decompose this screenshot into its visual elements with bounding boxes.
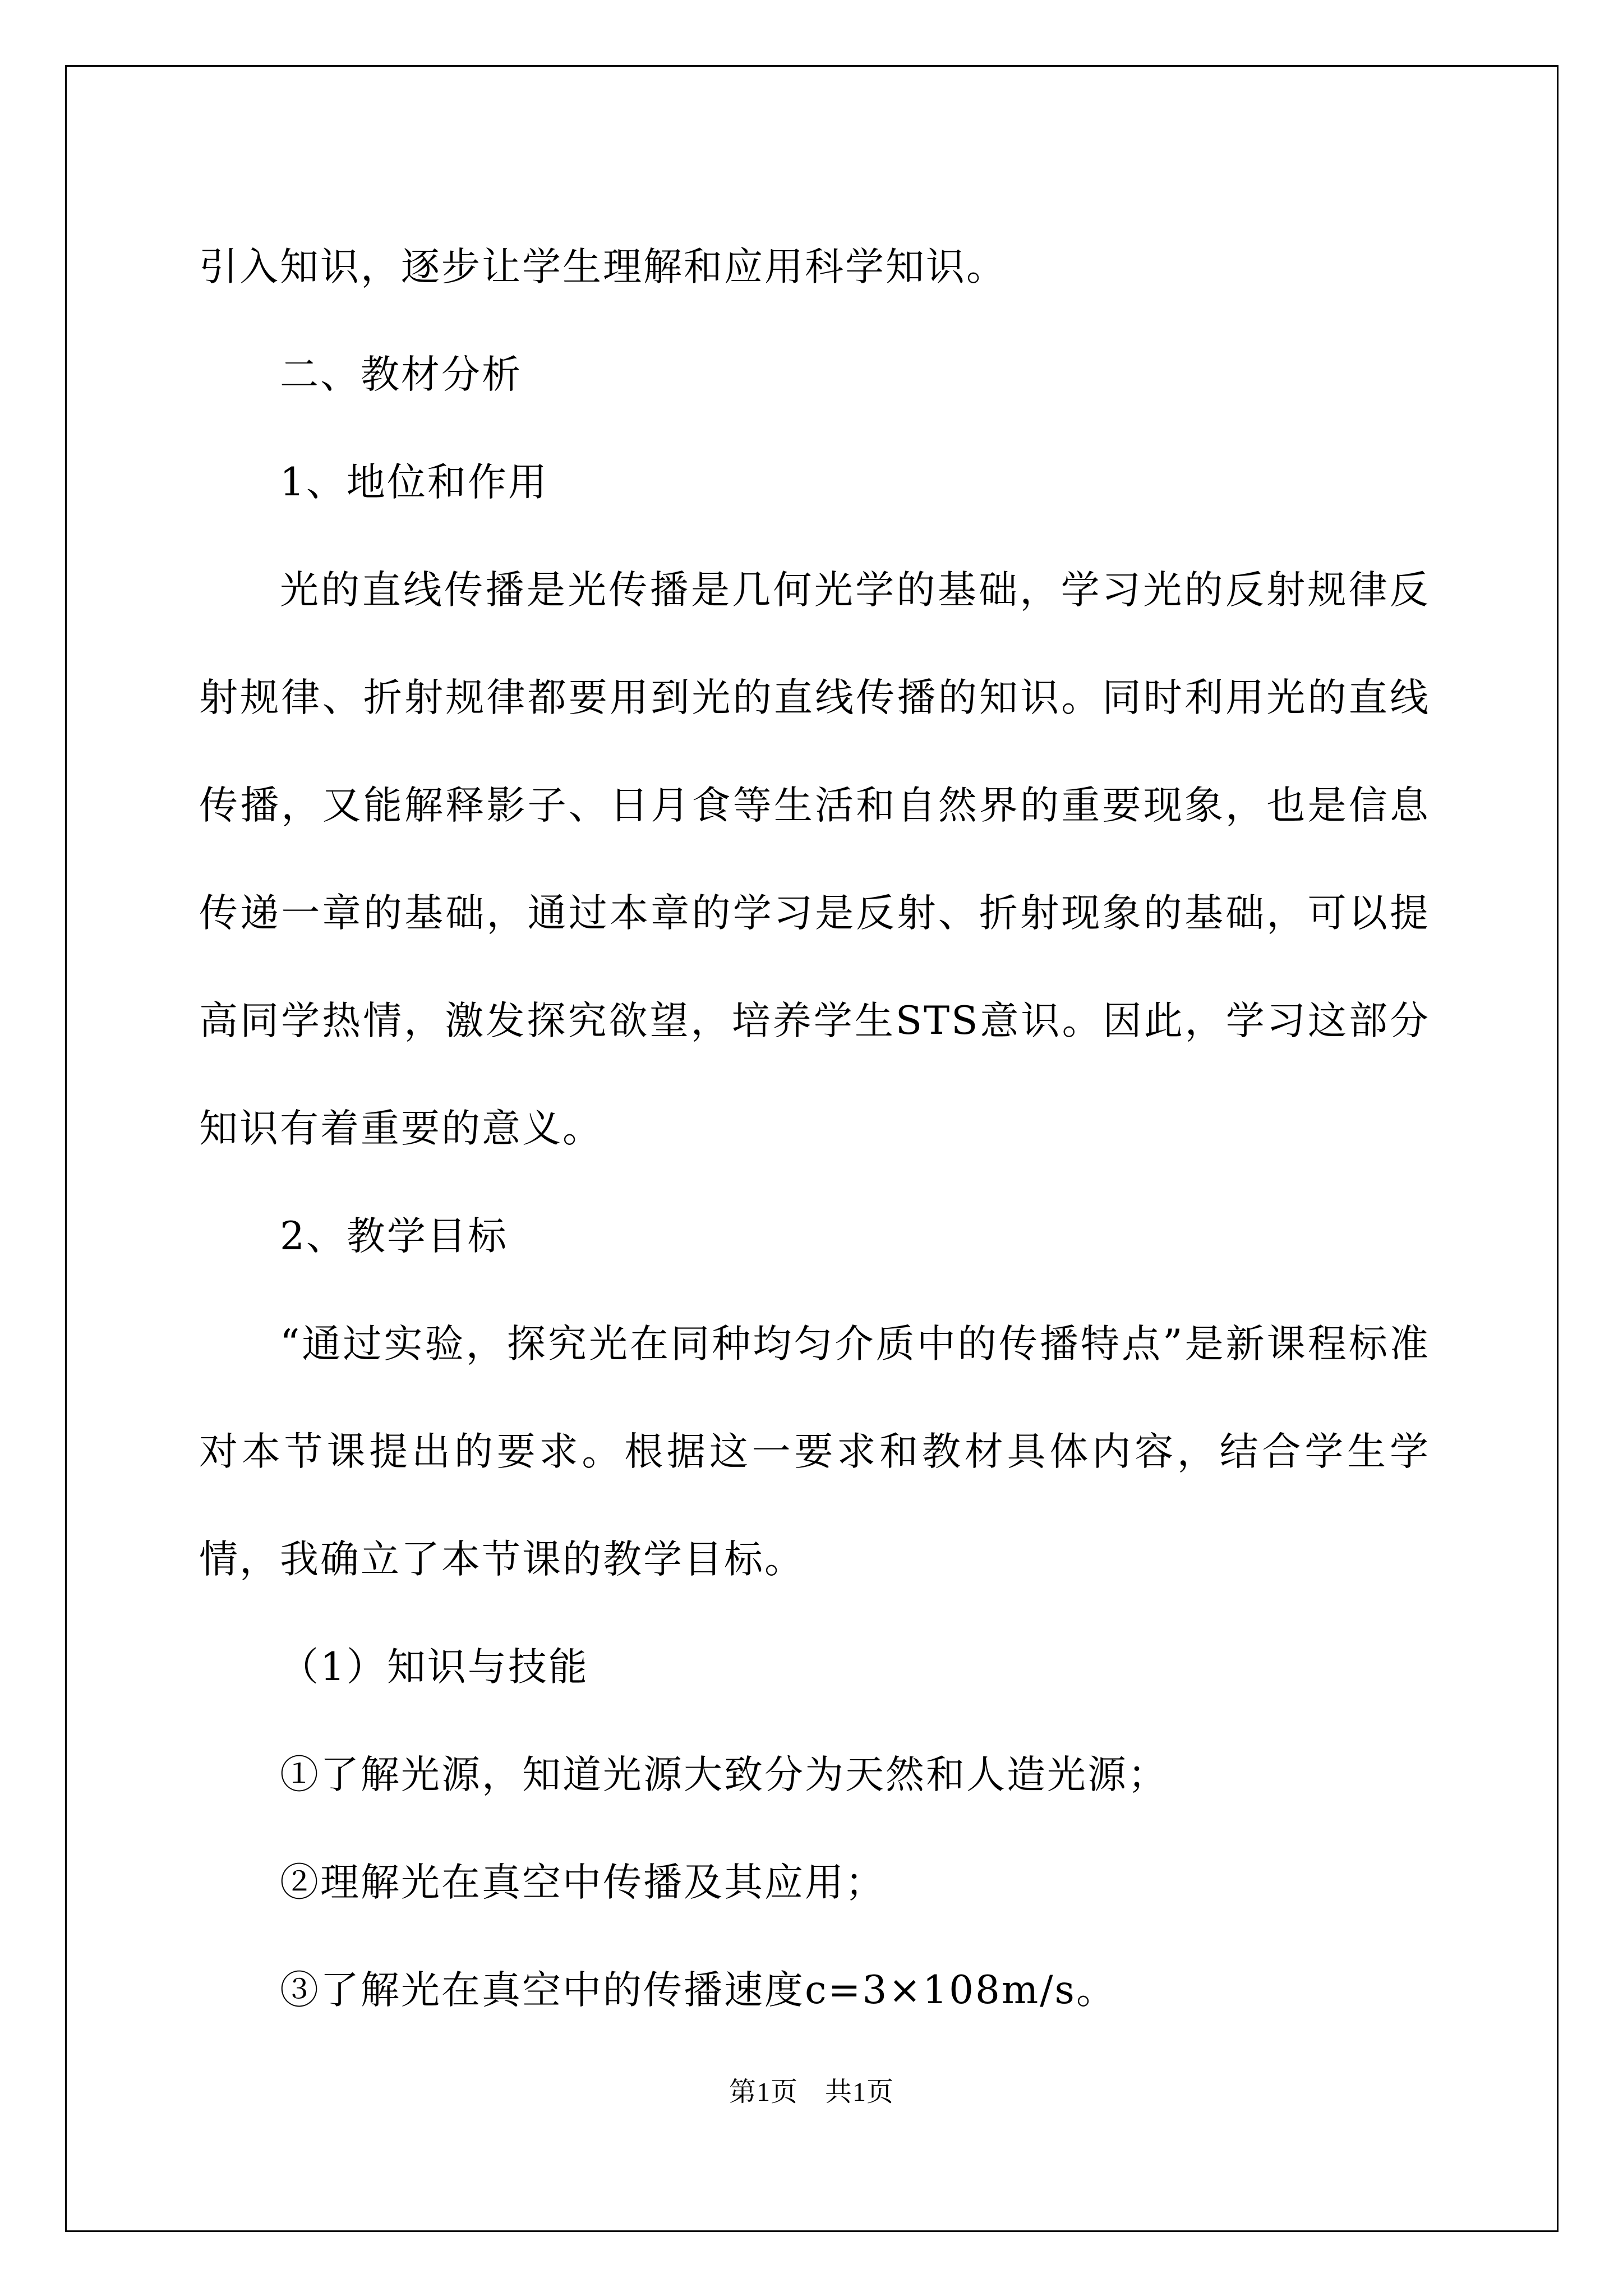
list-item: ②理解光在真空中传播及其应用；	[280, 1860, 886, 1905]
section-heading: 二、教材分析	[280, 352, 522, 397]
paragraph-role: 光的直线传播是光传播是几何光学的基础，学习光的反射规律反射规律、折射规律都要用到光的直线传播的知识。同时利用光的直线传播，又能解释影子、日月食等生活和自然界的重要现象，也是信息传递一章的基础，通过本章的学习是反射、折射现象的基础，可以提高同学热情，激发探究欲望，培养学生STS意识。因此，学习这部分知识有着重要的意义。	[199, 568, 1430, 1151]
subsection-heading: 1、地位和作用	[280, 460, 548, 505]
subsection-heading-goals: 2、教学目标	[280, 1214, 508, 1259]
list-item: ①了解光源，知道光源大致分为天然和人造光源；	[280, 1752, 1168, 1797]
goal-heading-skills: （1）知识与技能	[280, 1645, 589, 1690]
document-body	[199, 213, 1430, 2044]
page-number: 第1页	[728, 2077, 798, 2107]
paragraph-intro: 引入知识，逐步让学生理解和应用科学知识。	[199, 245, 1007, 289]
page-total: 共1页	[825, 2077, 895, 2107]
page-footer	[0, 2076, 1623, 2109]
list-item: ③了解光在真空中的传播速度c=3×108m/s。	[280, 1968, 1117, 2013]
paragraph-goals: “通过实验，探究光在同种均匀介质中的传播特点”是新课程标准对本节课提出的要求。根据这一要求和教材具体内容，结合学生学情，我确立了本节课的教学目标。	[199, 1322, 1430, 1582]
